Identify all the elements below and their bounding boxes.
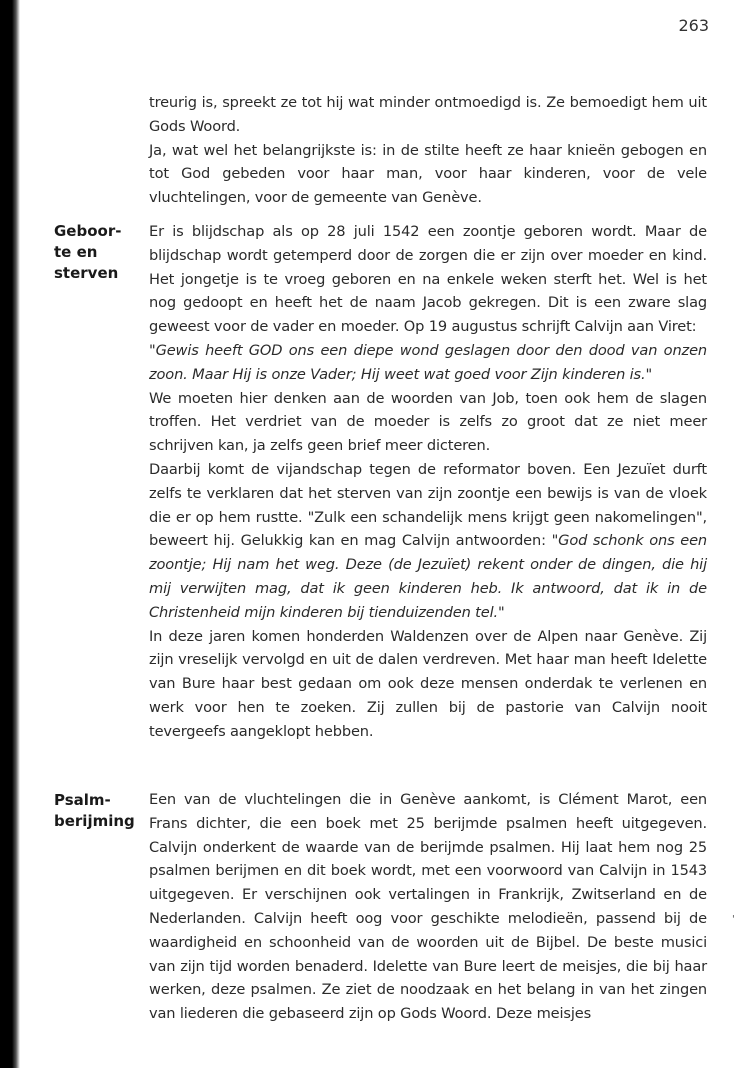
- calvin-quote-answer: "God schonk ons een zoontje; Hij nam het weg. Deze (de Jezuïet) rekent onder de dingen, die hij mij verwijten mag, dat ik geen kinderen heb. Ik antwoord, dat ik in de Christenheid mijn kinderen bij tienduizenden tel.": [149, 532, 707, 621]
- intro-text: [149, 91, 707, 210]
- heading-line: Geboor-: [54, 222, 122, 240]
- section-body-psalm: [149, 788, 707, 1026]
- page-edge-shadow: [0, 0, 20, 1068]
- intro-paragraph-1: treurig is, spreekt ze tot hij wat minder ontmoedigd is. Ze bemoedigt hem uit Gods Woord.: [149, 94, 707, 135]
- body-paragraph: We moeten hier denken aan de woorden van Job, toen ook hem de slagen troffen. Het verdriet van de moeder is zelfs zo groot dat ze niet meer schrijven kan, ja zelfs geen brief meer dicteren.: [149, 389, 707, 455]
- page-number: 263: [678, 16, 709, 35]
- body-text: Daarbij komt de vijandschap tegen de reformator boven. Een Jezuïet durft zelfs te verklaren dat het sterven van zijn zoontje een bewijs is van de vloek die er op hem rustte. "Zulk een schandelijk mens krijgt geen nakomelingen", beweert hij. Gelukkig kan en mag Calvijn antwoorden:: [149, 460, 707, 550]
- section-heading-psalm: [54, 790, 146, 832]
- body-paragraph: Er is blijdschap als op 28 juli 1542 een zoontje geboren wordt. Maar de blijdschap wordt getemperd door de zorgen die er zijn over moeder en kind. Het jongetje is te vroeg geboren en na enkele weken sterft het. Wel is het nog gedoopt en heeft het de naam Jacob gekregen. Dit is een zware slag geweest voor de vader en moeder. Op 19 augustus schrijft Calvijn aan Viret:: [149, 223, 707, 336]
- body-paragraph: [149, 458, 707, 625]
- section-body-geboorte: [149, 220, 707, 744]
- heading-line: sterven: [54, 264, 119, 282]
- intro-paragraph-2: Ja, wat wel het belangrijkste is: in de stilte heeft ze haar knieën gebogen en tot God gebeden voor haar man, voor haar kinderen, voor de vele vluchtelingen, voor de gemeente van Genève.: [149, 141, 707, 207]
- heading-line: te en: [54, 243, 98, 261]
- body-paragraph: Een van de vluchtelingen die in Genève aankomt, is Clément Marot, een Frans dichter, die een boek met 25 berijmde psalmen heeft uitgegeven. Calvijn onderkent de waarde van de berijmde psalmen. Hij laat hem nog 25 psalmen berijmen en dit boek wordt, met een voorwoord van Calvijn in 1543 uitgegeven. Er verschijnen ook vertalingen in Frankrijk, Zwitserland en de Nederlanden. Calvijn heeft oog voor geschikte melodieën, passend bij de waardigheid en schoonheid van de woorden uit de Bijbel. De beste musici van zijn tijd worden benaderd. Idelette van Bure leert de meisjes, die bij haar werken, deze psalmen. Ze ziet de noodzaak en het belang in van het zingen van liederen die gebaseerd zijn op Gods Woord. Deze meisjes: [149, 791, 707, 1023]
- heading-line: Psalm-: [54, 791, 111, 809]
- stray-mark: ': [732, 914, 735, 925]
- body-paragraph: In deze jaren komen honderden Waldenzen over de Alpen naar Genève. Zij zijn vreselijk vervolgd en uit de dalen verdreven. Met haar man heeft Idelette van Bure haar best gedaan om ook deze mensen onderdak te verlenen en werk voor hen te zoeken. Zij zullen bij de pastorie van Calvijn nooit tevergeefs aangeklopt hebben.: [149, 627, 707, 740]
- section-heading-geboorte: [54, 221, 146, 284]
- heading-line: berijming: [54, 812, 135, 830]
- calvin-quote-viret: "Gewis heeft GOD ons een diepe wond geslagen door den dood van onzen zoon. Maar Hij is onze Vader; Hij weet wat goed voor Zijn kinderen is.": [149, 341, 707, 383]
